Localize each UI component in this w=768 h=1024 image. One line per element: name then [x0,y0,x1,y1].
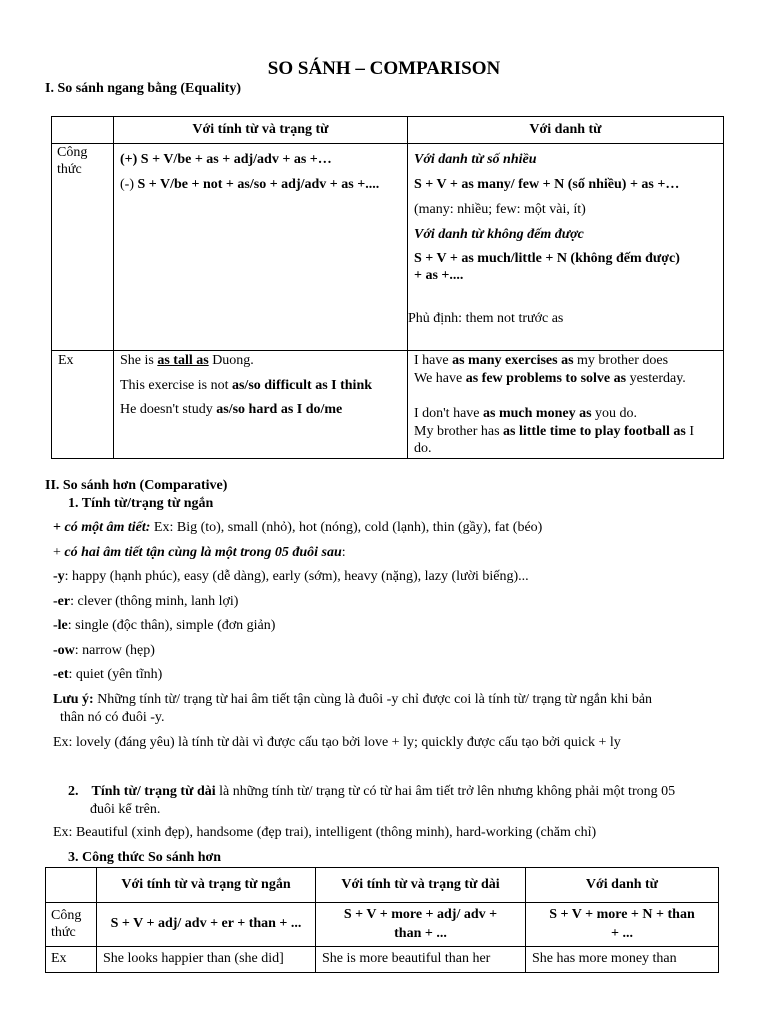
two-syllable-line: + có hai âm tiết tận cùng là một trong 05 đuôi sau: [53,545,346,560]
row-label-formula-1: Công [51,908,82,923]
section-2-heading: II. So sánh hơn (Comparative) [45,478,228,493]
page-title: SO SÁNH – COMPARISON [267,58,501,79]
noun-example-3: I don't have as much money as you do. [414,406,638,421]
suffix-ow-line: -ow: narrow (hẹp) [53,643,155,658]
adj-example-2: This exercise is not as/so difficult as I think [120,378,373,393]
noun-uncount-heading: Với danh từ không đếm được [414,227,584,242]
col-header-adj: Với tính từ và trạng từ [114,117,408,144]
noun-example-2: We have as few problems to solve as yesterday. [414,371,686,386]
noun-example-1: I have as many exercises as my brother does [414,353,669,368]
col-header-long: Với tính từ và trạng từ dài [316,868,526,903]
note-line-2: thân nó có đuôi -y. [60,710,165,725]
row-label-formula-1: Công [57,145,88,160]
row-label-formula-2: thức [57,162,82,177]
negation-note: Phủ định: them not trước as [408,311,564,326]
suffix-er-line: -er: clever (thông minh, lanh lợi) [53,594,239,609]
adj-formula-negative: (-) S + V/be + not + as/so + adj/adv + as +.... [120,177,380,192]
adj-example-3: He doesn't study as/so hard as I do/me [120,402,343,417]
long-formula-2: than + ... [394,925,447,941]
row-label-ex: Ex [51,951,67,966]
col-header-short: Với tính từ và trạng từ ngắn [97,868,316,903]
note-line-1: Lưu ý: Những tính từ/ trạng từ hai âm tiết tận cùng là đuôi -y chỉ được coi là tính từ/ trạng từ ngắn khi bản [53,692,653,707]
long-adj-example: Ex: Beautiful (xinh đẹp), handsome (đẹp trai), intelligent (thông minh), hard-working (chăm chỉ) [53,825,597,840]
equality-table [51,116,724,459]
noun-uncount-formula-1: S + V + as much/little + N (không đếm được) [414,251,680,266]
suffix-et-line: -et: quiet (yên tĩnh) [53,667,163,682]
empty-header-cell [52,117,114,144]
subheading-short-adj: 1. Tính từ/trạng từ ngắn [68,496,214,511]
adj-example-1: She is as tall as Duong. [120,353,254,368]
row-label-ex: Ex [58,353,74,368]
suffix-y-line: -y: happy (hạnh phúc), easy (dễ dàng), early (sớm), heavy (nặng), lazy (lười biếng)... [53,569,529,584]
short-formula: S + V + adj/ adv + er + than + ... [110,916,302,932]
one-syllable-line: + có một âm tiết: Ex: Big (to), small (nhỏ), hot (nóng), cold (lạnh), thin (gầy), fat (béo) [53,520,543,535]
noun-plural-formula: S + V + as many/ few + N (số nhiều) + as +… [414,177,680,192]
noun-example: She has more money than [532,951,677,966]
noun-plural-note: (many: nhiều; few: một vài, ít) [414,202,586,217]
noun-formula-2: + ... [611,925,633,941]
noun-uncount-formula-2: + as +.... [414,268,464,283]
long-adj-line-1: 2. Tính từ/ trạng từ dài là những tính từ/ trạng từ có từ hai âm tiết trở lên nhưng không phải một trong 05 [68,784,676,799]
comparative-table [45,867,719,973]
adj-formula-positive: (+) S + V/be + as + adj/adv + as +… [120,152,332,167]
col-header-noun: Với danh từ [526,868,719,903]
long-adj-line-2: đuôi kể trên. [90,802,161,817]
long-example: She is more beautiful than her [322,951,491,966]
noun-formula-1: S + V + more + N + than [549,907,695,923]
empty-header-cell [46,868,97,903]
noun-example-5: do. [414,441,432,456]
noun-example-4: My brother has as little time to play football as I [414,424,694,439]
col-header-noun: Với danh từ [408,117,724,144]
long-formula-1: S + V + more + adj/ adv + [343,907,498,923]
suffix-le-line: -le: single (độc thân), simple (đơn giản) [53,618,276,633]
subheading-comparative-formula: 3. Công thức So sánh hơn [68,850,222,865]
section-1-heading: I. So sánh ngang bằng (Equality) [45,81,242,96]
row-label-formula-2: thức [51,925,76,940]
lovely-example: Ex: lovely (đáng yêu) là tính từ dài vì được cấu tạo bởi love + ly; quickly được cấu tạo bởi quick + ly [53,735,621,750]
short-example: She looks happier than (she did] [103,951,284,966]
noun-plural-heading: Với danh từ số nhiều [414,152,537,167]
